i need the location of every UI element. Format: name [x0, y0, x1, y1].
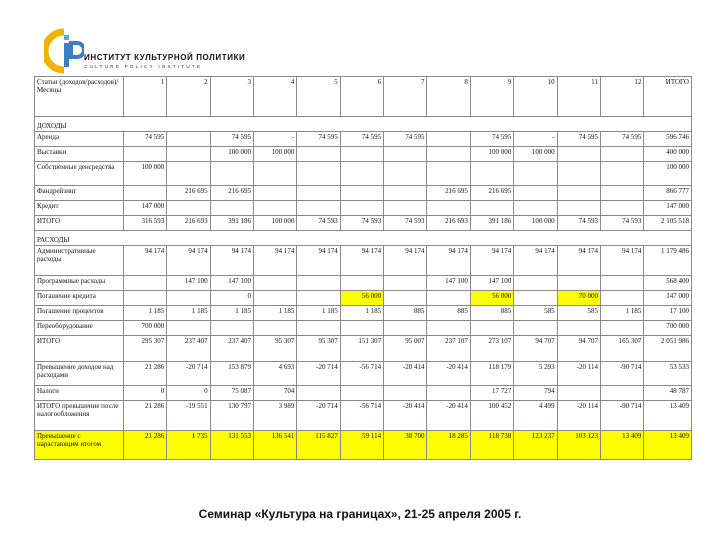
value-cell: -20 114 — [557, 401, 600, 431]
value-cell: -56 714 — [340, 362, 383, 386]
value-cell: -56 714 — [340, 401, 383, 431]
row-label-cell: Переоборудование — [35, 321, 124, 336]
row-label-cell: Кредит — [35, 201, 124, 216]
value-cell: 74 593 — [600, 216, 643, 231]
value-cell: 56 000 — [340, 291, 383, 306]
value-cell — [600, 276, 643, 291]
value-cell — [600, 162, 643, 186]
value-cell: 147 100 — [167, 276, 210, 291]
month-header-cell: 11 — [557, 77, 600, 117]
row-label-cell: Погашение кредита — [35, 291, 124, 306]
value-cell — [427, 386, 470, 401]
value-cell: 94 174 — [557, 246, 600, 276]
value-cell: -90 714 — [600, 362, 643, 386]
value-cell: 118 738 — [470, 431, 513, 460]
month-header-cell: 10 — [514, 77, 557, 117]
value-cell: 216 695 — [210, 186, 253, 201]
value-cell — [253, 276, 296, 291]
value-cell: 21 286 — [123, 431, 166, 460]
value-cell — [384, 147, 427, 162]
value-cell: 118 179 — [470, 362, 513, 386]
month-header-cell: 2 — [167, 77, 210, 117]
value-cell: 17 727 — [470, 386, 513, 401]
row-label-cell: Выставки — [35, 147, 124, 162]
table-row — [35, 246, 692, 276]
value-cell: -20 714 — [297, 362, 340, 386]
value-cell: 100 000 — [514, 147, 557, 162]
value-cell — [557, 162, 600, 186]
value-cell — [514, 162, 557, 186]
value-cell: 100 000 — [514, 216, 557, 231]
value-cell: 115 827 — [297, 431, 340, 460]
value-cell — [427, 321, 470, 336]
value-cell — [427, 132, 470, 147]
month-header-cell: 4 — [253, 77, 296, 117]
value-cell: 75 087 — [210, 386, 253, 401]
value-cell — [557, 186, 600, 201]
value-cell: -20 714 — [167, 362, 210, 386]
value-cell — [384, 386, 427, 401]
value-cell: 56 000 — [470, 291, 513, 306]
value-cell — [210, 162, 253, 186]
value-cell — [340, 147, 383, 162]
value-cell: 151 307 — [340, 336, 383, 362]
value-cell — [470, 321, 513, 336]
value-cell — [123, 147, 166, 162]
value-cell — [384, 162, 427, 186]
value-cell: 94 174 — [123, 246, 166, 276]
month-header-cell: 5 — [297, 77, 340, 117]
value-cell — [167, 147, 210, 162]
row-total-cell: 596 746 — [644, 132, 692, 147]
value-cell — [123, 291, 166, 306]
table-row — [35, 321, 692, 336]
value-cell — [557, 386, 600, 401]
value-cell: 95 307 — [297, 336, 340, 362]
row-label-cell: Административные расходы — [35, 246, 124, 276]
value-cell — [253, 162, 296, 186]
value-cell — [514, 276, 557, 291]
value-cell — [297, 186, 340, 201]
month-header-cell: 12 — [600, 77, 643, 117]
table-row — [35, 162, 692, 186]
row-label-cell: ИТОГО — [35, 336, 124, 362]
value-cell — [167, 132, 210, 147]
value-cell: 885 — [384, 306, 427, 321]
value-cell — [210, 321, 253, 336]
budget-table — [34, 76, 692, 460]
table-row — [35, 431, 692, 460]
value-cell: 100 000 — [253, 147, 296, 162]
row-total-cell: 1 179 486 — [644, 246, 692, 276]
value-cell — [600, 201, 643, 216]
value-cell: 1 185 — [253, 306, 296, 321]
value-cell — [297, 321, 340, 336]
value-cell: -20 114 — [557, 362, 600, 386]
value-cell: 153 879 — [210, 362, 253, 386]
value-cell: 94 174 — [340, 246, 383, 276]
value-cell: 885 — [470, 306, 513, 321]
value-cell — [340, 162, 383, 186]
value-cell: 147 000 — [123, 201, 166, 216]
value-cell: -20 414 — [427, 362, 470, 386]
value-cell — [297, 201, 340, 216]
section-label: ДОХОДЫ — [35, 117, 692, 132]
row-label-cell: Превышение доходов над расходами — [35, 362, 124, 386]
value-cell: 136 541 — [253, 431, 296, 460]
value-cell — [340, 201, 383, 216]
value-cell — [297, 162, 340, 186]
value-cell — [340, 276, 383, 291]
value-cell: 391 186 — [470, 216, 513, 231]
value-cell: 1 185 — [210, 306, 253, 321]
value-cell: 100 000 — [470, 147, 513, 162]
section-row-expenses — [35, 231, 692, 246]
row-total-cell: 700 000 — [644, 321, 692, 336]
row-label-cell: Налоги — [35, 386, 124, 401]
value-cell: 4 499 — [514, 401, 557, 431]
value-cell: 74 593 — [297, 216, 340, 231]
value-cell — [600, 291, 643, 306]
value-cell: 237 107 — [427, 336, 470, 362]
table-row — [35, 216, 692, 231]
value-cell — [557, 276, 600, 291]
value-cell: -20 714 — [297, 401, 340, 431]
table-row — [35, 306, 692, 321]
value-cell: 885 — [427, 306, 470, 321]
value-cell — [514, 201, 557, 216]
value-cell: 59 114 — [340, 431, 383, 460]
value-cell — [340, 321, 383, 336]
value-cell — [123, 276, 166, 291]
value-cell — [297, 386, 340, 401]
value-cell: 94 174 — [297, 246, 340, 276]
value-cell: 94 707 — [514, 336, 557, 362]
value-cell: 70 000 — [557, 291, 600, 306]
value-cell: 585 — [557, 306, 600, 321]
institute-logo — [44, 28, 304, 74]
value-cell: 165 307 — [600, 336, 643, 362]
row-label-cell: ИТОГО превышение после налогообложения — [35, 401, 124, 431]
table-row — [35, 276, 692, 291]
section-row-income — [35, 117, 692, 132]
value-cell: 0 — [123, 386, 166, 401]
section-label: РАСХОДЫ — [35, 231, 692, 246]
value-cell — [557, 321, 600, 336]
value-cell: 123 237 — [514, 431, 557, 460]
value-cell: 94 707 — [557, 336, 600, 362]
value-cell — [600, 321, 643, 336]
value-cell: -90 714 — [600, 401, 643, 431]
value-cell — [210, 201, 253, 216]
value-cell: 74 595 — [210, 132, 253, 147]
value-cell — [253, 201, 296, 216]
seminar-footer: Семинар «Культура на границах», 21-25 апреля 2005 г. — [198, 507, 522, 521]
table-row — [35, 201, 692, 216]
row-total-cell: 147 000 — [644, 201, 692, 216]
value-cell: 74 595 — [297, 132, 340, 147]
table-row — [35, 147, 692, 162]
value-cell — [384, 291, 427, 306]
value-cell — [297, 147, 340, 162]
value-cell — [427, 201, 470, 216]
row-label-cell: Фандрейзинг — [35, 186, 124, 201]
value-cell: 216 693 — [167, 216, 210, 231]
row-total-cell: 866 777 — [644, 186, 692, 201]
row-total-cell: 53 533 — [644, 362, 692, 386]
value-cell: 3 989 — [253, 401, 296, 431]
value-cell: 74 595 — [384, 132, 427, 147]
value-cell: 1 185 — [123, 306, 166, 321]
value-cell — [253, 186, 296, 201]
value-cell: 130 797 — [210, 401, 253, 431]
row-total-cell: 2 051 986 — [644, 336, 692, 362]
table-row — [35, 401, 692, 431]
value-cell: 94 174 — [470, 246, 513, 276]
value-cell: 0 — [167, 386, 210, 401]
row-total-cell: 147 000 — [644, 291, 692, 306]
value-cell: 103 123 — [557, 431, 600, 460]
value-cell: 237 407 — [167, 336, 210, 362]
value-cell — [514, 291, 557, 306]
value-cell: 74 595 — [557, 132, 600, 147]
value-cell: 295 307 — [123, 336, 166, 362]
logo-title: ИНСТИТУТ КУЛЬТУРНОЙ ПОЛИТИКИ — [84, 53, 246, 62]
header-label-cell: Статьи (доходов/расходов)/Месяцы — [35, 77, 124, 117]
value-cell — [427, 291, 470, 306]
row-label-cell: Превышение с нарастающим итогом — [35, 431, 124, 460]
value-cell: 95 307 — [253, 336, 296, 362]
value-cell — [427, 147, 470, 162]
value-cell: 74 595 — [600, 132, 643, 147]
value-cell: 74 593 — [384, 216, 427, 231]
value-cell: 94 174 — [253, 246, 296, 276]
month-header-cell: 8 — [427, 77, 470, 117]
value-cell — [253, 291, 296, 306]
value-cell: -20 414 — [384, 362, 427, 386]
value-cell: 100 000 — [210, 147, 253, 162]
value-cell — [384, 276, 427, 291]
row-label-cell: Аренда — [35, 132, 124, 147]
value-cell — [600, 386, 643, 401]
table-row — [35, 336, 692, 362]
value-cell: 147 100 — [427, 276, 470, 291]
row-total-cell: 13 409 — [644, 431, 692, 460]
value-cell: 1 185 — [167, 306, 210, 321]
value-cell: 94 174 — [427, 246, 470, 276]
value-cell — [340, 186, 383, 201]
value-cell: 21 286 — [123, 401, 166, 431]
value-cell — [557, 201, 600, 216]
value-cell: 237 407 — [210, 336, 253, 362]
value-cell: 273 107 — [470, 336, 513, 362]
row-label-cell: Погашение процентов — [35, 306, 124, 321]
value-cell: 38 700 — [384, 431, 427, 460]
table-row — [35, 186, 692, 201]
value-cell — [557, 147, 600, 162]
value-cell — [253, 321, 296, 336]
row-total-cell: 17 100 — [644, 306, 692, 321]
value-cell: 74 595 — [340, 132, 383, 147]
month-header-cell: 7 — [384, 77, 427, 117]
value-cell — [470, 201, 513, 216]
value-cell — [167, 162, 210, 186]
table-header-row — [35, 77, 692, 117]
table-row — [35, 386, 692, 401]
row-total-cell: 2 105 518 — [644, 216, 692, 231]
value-cell: 1 185 — [340, 306, 383, 321]
month-header-cell: 1 — [123, 77, 166, 117]
row-total-cell: 13 409 — [644, 401, 692, 431]
value-cell: 0 — [210, 291, 253, 306]
value-cell — [123, 186, 166, 201]
value-cell: 794 — [514, 386, 557, 401]
value-cell — [600, 147, 643, 162]
value-cell: 216 695 — [167, 186, 210, 201]
value-cell: 216 693 — [427, 216, 470, 231]
value-cell: 94 174 — [384, 246, 427, 276]
value-cell — [340, 386, 383, 401]
logo-subtitle: CULTURE POLICY INSTITUTE — [84, 64, 203, 69]
value-cell: 94 174 — [514, 246, 557, 276]
row-label-cell: Собственные денсредства — [35, 162, 124, 186]
value-cell: 74 595 — [123, 132, 166, 147]
budget-table-container — [34, 76, 692, 460]
value-cell — [167, 321, 210, 336]
value-cell: 5 293 — [514, 362, 557, 386]
month-header-cell: 3 — [210, 77, 253, 117]
value-cell: 4 693 — [253, 362, 296, 386]
month-header-cell: 6 — [340, 77, 383, 117]
value-cell — [167, 201, 210, 216]
value-cell: 94 174 — [167, 246, 210, 276]
value-cell: 95 007 — [384, 336, 427, 362]
value-cell: 94 174 — [210, 246, 253, 276]
value-cell: 21 286 — [123, 362, 166, 386]
value-cell: - — [514, 132, 557, 147]
value-cell: 216 695 — [470, 186, 513, 201]
row-label-cell: ИТОГО — [35, 216, 124, 231]
table-row — [35, 362, 692, 386]
row-total-cell: 100 000 — [644, 162, 692, 186]
value-cell: 391 186 — [210, 216, 253, 231]
value-cell: 18 285 — [427, 431, 470, 460]
value-cell — [427, 162, 470, 186]
value-cell: 74 595 — [470, 132, 513, 147]
cip-logo-icon — [44, 28, 84, 74]
value-cell: 131 553 — [210, 431, 253, 460]
value-cell: 585 — [514, 306, 557, 321]
value-cell: 100 452 — [470, 401, 513, 431]
value-cell: 147 100 — [470, 276, 513, 291]
row-total-cell: 400 000 — [644, 147, 692, 162]
total-header-cell: ИТОГО — [644, 77, 692, 117]
month-header-cell: 9 — [470, 77, 513, 117]
value-cell: 147 100 — [210, 276, 253, 291]
value-cell: 316 593 — [123, 216, 166, 231]
value-cell: 1 185 — [297, 306, 340, 321]
value-cell — [514, 321, 557, 336]
value-cell: 13 409 — [600, 431, 643, 460]
value-cell: 100 000 — [123, 162, 166, 186]
value-cell: -20 414 — [427, 401, 470, 431]
value-cell: 704 — [253, 386, 296, 401]
row-total-cell: 48 787 — [644, 386, 692, 401]
value-cell: 700 000 — [123, 321, 166, 336]
value-cell: 1 185 — [600, 306, 643, 321]
row-label-cell: Программные расходы — [35, 276, 124, 291]
value-cell: 100 000 — [253, 216, 296, 231]
value-cell: -20 414 — [384, 401, 427, 431]
value-cell — [297, 291, 340, 306]
value-cell: -19 551 — [167, 401, 210, 431]
value-cell — [600, 186, 643, 201]
row-total-cell: 568 400 — [644, 276, 692, 291]
value-cell — [384, 321, 427, 336]
table-row — [35, 132, 692, 147]
value-cell: 216 695 — [427, 186, 470, 201]
value-cell — [514, 186, 557, 201]
table-row — [35, 291, 692, 306]
value-cell: - — [253, 132, 296, 147]
value-cell: 1 735 — [167, 431, 210, 460]
value-cell: 74 593 — [557, 216, 600, 231]
value-cell: 94 174 — [600, 246, 643, 276]
value-cell — [384, 201, 427, 216]
value-cell — [384, 186, 427, 201]
value-cell — [470, 162, 513, 186]
value-cell — [167, 291, 210, 306]
value-cell — [297, 276, 340, 291]
value-cell: 74 593 — [340, 216, 383, 231]
